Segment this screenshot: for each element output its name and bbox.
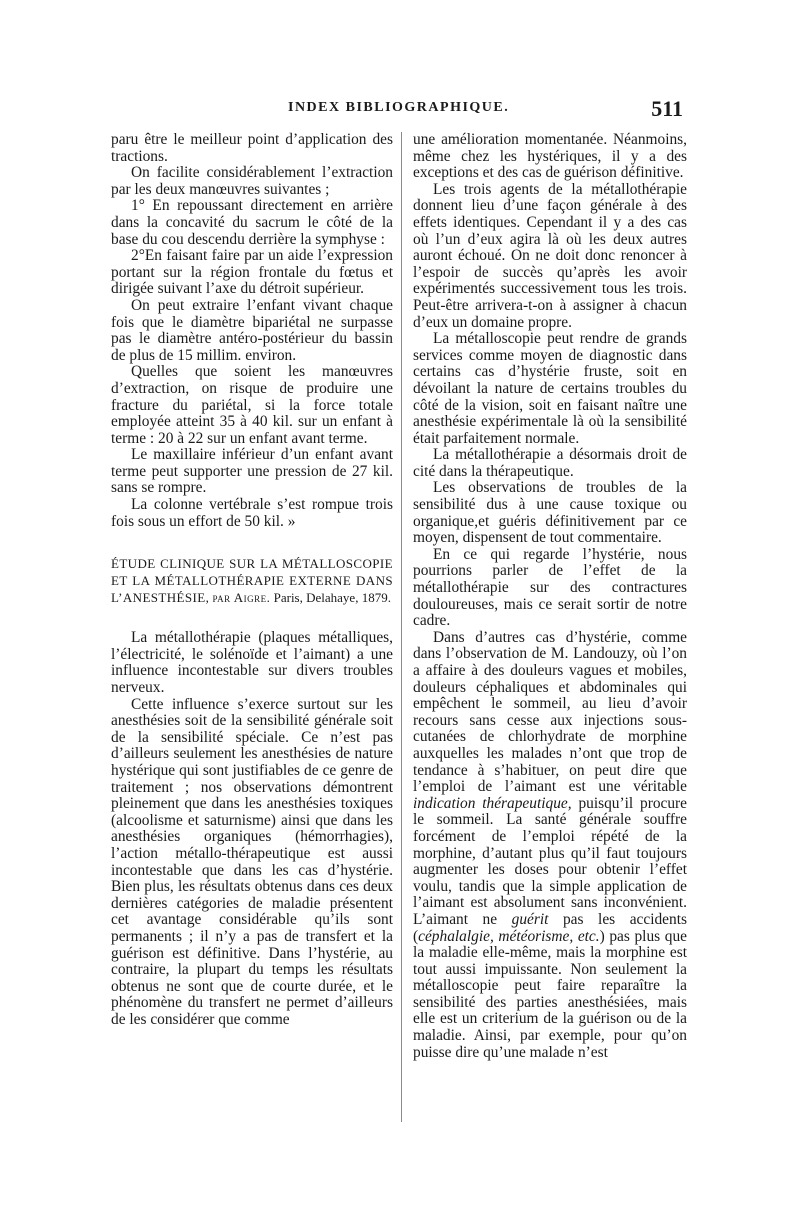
paragraph: La métalloscopie peut rendre de grands services comme moyen de diagnostic dans certains cas d’hystérie fruste, soit en dévoilant la nature de certains troubles du côté de la vision, soit en faisant naître une anesthésie expérimentale là où la sensibilité était parfaitement normale. [413, 330, 687, 447]
paragraph: On facilite considérablement l’extraction par les deux manœuvres suivantes ; [111, 164, 393, 198]
paragraph: La métallothérapie (plaques métalliques, l’électricité, le solénoïde et l’aimant) a une influence incontestable sur divers troubles nerveux. [111, 629, 393, 697]
section-title-text: ÉTUDE CLINIQUE SUR LA MÉTALLOSCOPIE ET LA MÉTALLOTHÉRAPIE EXTERNE DANS L’ANESTHÉSIE, [111, 556, 393, 606]
paragraph: 1° En repoussant directement en arrière dans la concavité du sacrum le côté de la base du cou descendu derrière la symphyse : [111, 197, 393, 248]
paragraph: paru être le meilleur point d’application des tractions. [111, 131, 393, 165]
paragraph: Les observations de troubles de la sensibilité dus à une cause toxique ou organique,et guéris définitivement par ce moyen, dispensent de tout commentaire. [413, 479, 687, 547]
paragraph: La colonne vertébrale s’est rompue trois fois sous un effort de 50 kil. » [111, 496, 393, 530]
paragraph: Cette influence s’exerce surtout sur les anesthésies soit de la sensibilité générale soit de la sensibilité spéciale. Ce n’est pas d’ailleurs seulement les anesthésies de nature hystérique qui sont justifiables de ce genre de traitement ; nos observations démontrent pleinement que dans les anesthésies toxiques (alcoolisme et saturnisme) ainsi que dans les anesthésies organiques (hémorrhagies), l’action métallo-thérapeutique est aussi incontestable que dans les cas d’hystérie. Bien plus, les résultats obtenus dans ces deux dernières catégories de maladie présentent cet avantage considérable qu’ils sont permanents ; il n’y a pas de transfert et la guérison est définitive. Dans l’hystérie, au contraire, la plupart du temps les résultats obtenus ne sont que de courte durée, et le phénomène du transfert ne permet d’ailleurs de les considérer que comme [111, 695, 393, 1028]
paragraph: En ce qui regarde l’hystérie, nous pourrions parler de l’effet de la métallothérapie sur des contractures douloureuses, mais ce serait sortir de notre cadre. [413, 545, 687, 630]
paragraph: On peut extraire l’enfant vivant chaque fois que le diamètre bipariétal ne surpasse pas le diamètre antéro-postérieur du bassin de plus de 15 millim. environ. [111, 296, 393, 364]
paragraph: 2°En faisant faire par un aide l’expression portant sur la région frontale du fœtus et dirigée suivant l’axe du détroit supérieur. [111, 247, 393, 298]
page-number: 511 [651, 96, 683, 121]
paragraph: Le maxillaire inférieur d’un enfant avant terme peut supporter une pression de 27 kil. sans se rompre. [111, 446, 393, 497]
paragraph-text: puisqu’il procure le sommeil. La santé générale souffre forcément de l’emploi répété de la morphine, d’autant plus qu’il faut toujours augmenter les doses pour obtenir l’effet voulu, tandis que la simple application de l’aimant est absolument sans inconvénient. L’aimant ne [413, 794, 687, 928]
emphasis-text: céphalalgie, météorisme, etc. [418, 927, 600, 945]
paragraph-text: pas les accidents ( [413, 910, 687, 945]
running-head: INDEX BIBLIOGRAPHIQUE. [288, 100, 510, 115]
paragraph-text: ) pas plus que la maladie elle-même, mais la morphine est tout aussi impuissante. Non seulement la métalloscopie peut faire reparaître la sensibilité des parties anesthésiées, mais elle est un criterium de la guérison ou de la maladie. Ainsi, par exemple, pour qu’on puisse dire qu’une malade n’est [413, 927, 687, 1061]
paragraph: une amélioration momentanée. Néanmoins, même chez les hystériques, il y a des exceptions et des cas de guérison définitive. [413, 131, 687, 182]
right-column [413, 132, 687, 1061]
page-header [110, 96, 685, 122]
paragraph [413, 630, 687, 1061]
column-divider [401, 132, 402, 1122]
emphasis-text: indication thérapeutique, [413, 794, 572, 812]
left-column [111, 132, 393, 1029]
emphasis-text: guérit [511, 910, 549, 928]
paragraph-text: Dans d’autres cas d’hystérie, comme dans l’observation de M. Landouzy, où l’on a affaire à des douleurs vagues et mobiles, douleurs céphaliques et abdominales qui empêchent le sommeil, au lieu d’avoir recours sans cesse aux injections sous-cutanées de chlorhydrate de morphine auxquelles les malades n’ont que trop de tendance à s’habituer, on peut dire que l’emploi de l’aimant est une véritable [413, 628, 687, 796]
paragraph: La métallothérapie a désormais droit de cité dans la thérapeutique. [413, 446, 687, 480]
section-publication: Paris, Delahaye, 1879. [273, 590, 391, 606]
paragraph: Les trois agents de la métallothérapie donnent lieu d’une façon générale à des effets identiques. Cependant il y a des cas où l’un d’eux agira là où les deux autres auront échoué. On ne doit donc renoncer à l’espoir de succès qu’après les avoir expérimentés successivement tous les trois. Peut-être arrivera-t-on à assigner à chacun d’eux un domaine propre. [413, 180, 687, 331]
section-author: par Aigre. [212, 590, 271, 606]
section-title [111, 555, 393, 606]
paragraph: Quelles que soient les manœuvres d’extraction, on risque de produire une fracture du pariétal, si la force totale employée atteint 35 à 40 kil. sur un enfant à terme : 20 à 22 sur un enfant avant terme. [111, 363, 393, 447]
